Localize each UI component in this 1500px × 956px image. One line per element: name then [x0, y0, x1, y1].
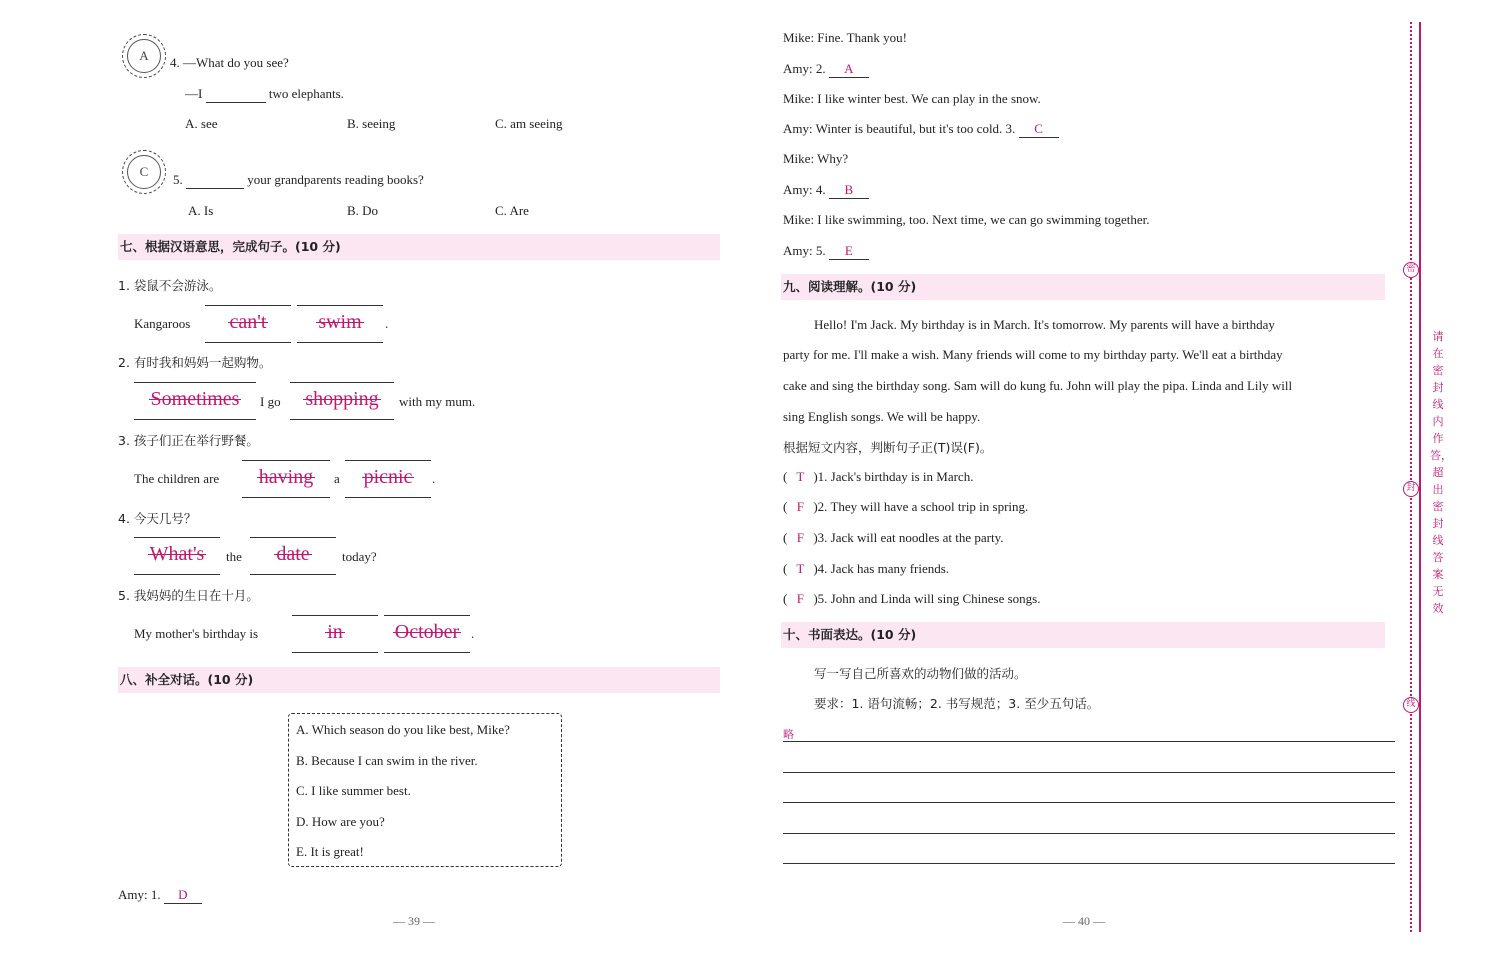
dialogue-line-8-answer: E	[829, 243, 869, 260]
q5-suffix: your grandparents reading books?	[247, 172, 424, 187]
amy-line-1-prefix: Amy: 1.	[118, 887, 161, 902]
answer-badge-q4	[122, 34, 166, 78]
writing-prompt: 写一写自己所喜欢的动物们做的活动。	[814, 666, 1027, 681]
dialogue-option-a: A. Which season do you like best, Mike?	[296, 722, 510, 737]
s7-item4-answer2	[250, 543, 336, 565]
amy-line-1-answer: D	[164, 887, 202, 904]
seal-dotted-line	[1410, 22, 1412, 932]
answer-text: October	[394, 621, 460, 643]
answer-text: Sometimes	[150, 388, 240, 410]
dialogue-line-5: Mike: Why?	[783, 151, 849, 166]
tf-text: )1. Jack's birthday is in March.	[813, 469, 974, 484]
q4-line2-suffix: two elephants.	[268, 86, 344, 101]
q5-number: 5.	[173, 172, 183, 187]
s7-item3-cn: 3. 孩子们正在举行野餐。	[118, 433, 259, 448]
tf-answer: F	[796, 591, 804, 606]
s7-item4-mid: the	[226, 549, 242, 564]
q5-blank	[186, 172, 244, 189]
s7-item5-answer2	[384, 621, 470, 643]
s7-item2-mid: I go	[260, 394, 281, 409]
s7-item4-cn: 4. 今天几号？	[118, 511, 197, 526]
answer-text: shopping	[305, 388, 379, 410]
dialogue-line-4	[783, 121, 1059, 138]
s7-item2-answer1	[134, 388, 256, 410]
page-number-left: — 39 —	[393, 914, 435, 928]
dialogue-line-8	[783, 243, 869, 260]
passage-line-2: party for me. I'll make a wish. Many friends will come to my birthday party. We'll eat a birthday	[783, 347, 1283, 362]
dialogue-option-b: B. Because I can swim in the river.	[296, 753, 478, 768]
passage-line-4: sing English songs. We will be happy.	[783, 409, 981, 424]
dialogue-line-3: Mike: I like winter best. We can play in the snow.	[783, 91, 1041, 106]
tf-item-2: ( F )2. They will have a school trip in spring.	[783, 499, 1029, 514]
writing-requirements: 要求：1. 语句流畅；2. 书写规范；3. 至少五句话。	[814, 696, 1100, 711]
q5-option-b: B. Do	[347, 203, 379, 218]
tf-text: )2. They will have a school trip in spring.	[813, 499, 1029, 514]
passage-line-1: Hello! I'm Jack. My birthday is in March. It's tomorrow. My parents will have a birthday	[814, 317, 1275, 332]
tf-answer: T	[796, 469, 805, 484]
dialogue-line-7: Mike: I like swimming, too. Next time, we can go swimming together.	[783, 212, 1150, 227]
dialogue-line-2	[783, 61, 869, 78]
dialogue-line-4-text: Amy: Winter is beautiful, but it's too cold. 3.	[783, 121, 1016, 136]
s7-item1-pre: Kangaroos	[134, 316, 191, 331]
dialogue-option-c: C. I like summer best.	[296, 783, 411, 798]
seal-mark-2: 封	[1403, 481, 1419, 497]
section-9-header: 九、阅读理解。(10 分)	[781, 274, 1385, 300]
dialogue-line-2-answer: A	[829, 61, 869, 78]
tf-answer: T	[796, 561, 805, 576]
s7-item2-post: with my mum.	[399, 394, 476, 409]
dialogue-line-6	[783, 182, 869, 199]
s7-item3-mid: a	[334, 471, 340, 486]
writing-answer-mark: 略	[783, 728, 794, 741]
badge-text: A	[139, 48, 149, 63]
dialogue-option-e: E. It is great!	[296, 844, 364, 859]
tf-answer: F	[796, 499, 804, 514]
tf-item-4: ( T )4. Jack has many friends.	[783, 561, 950, 576]
q4-blank	[206, 86, 266, 103]
answer-text: having	[258, 466, 314, 488]
s7-item2-cn: 2. 有时我和妈妈一起购物。	[118, 355, 272, 370]
writing-line	[783, 741, 1395, 742]
seal-mark-1: 密	[1403, 262, 1419, 278]
dialogue-option-d: D. How are you?	[296, 814, 385, 829]
answer-text: can't	[229, 311, 267, 333]
answer-text: date	[276, 543, 310, 565]
dialogue-line-6-text: Amy: 4.	[783, 182, 826, 197]
writing-line	[783, 833, 1395, 834]
q4-option-a: A. see	[185, 116, 218, 131]
s7-item4-answer1	[134, 543, 220, 565]
page-number-right: — 40 —	[1063, 914, 1105, 928]
tf-text: )4. Jack has many friends.	[813, 561, 950, 576]
writing-line	[783, 802, 1395, 803]
s7-item5-cn: 5. 我妈妈的生日在十月。	[118, 588, 259, 603]
answer-text: in	[327, 621, 343, 643]
q4-question: 4. —What do you see?	[170, 55, 289, 70]
seal-solid-line	[1419, 22, 1421, 932]
s7-item3-answer1	[242, 466, 330, 488]
tf-item-5: ( F )5. John and Linda will sing Chinese songs.	[783, 591, 1041, 606]
q5-option-c: C. Are	[495, 203, 529, 218]
seal-instruction-vertical: 请在密封线内作答，超出密封线答案无效	[1430, 330, 1452, 615]
s7-item5-pre: My mother's birthday is	[134, 626, 259, 641]
s7-item1-post: .	[385, 316, 389, 331]
s7-item1-answer1	[205, 311, 291, 333]
section-8-header: 八、补全对话。(10 分)	[118, 667, 720, 693]
dialogue-line-2-text: Amy: 2.	[783, 61, 826, 76]
tf-item-1: ( T )1. Jack's birthday is in March.	[783, 469, 974, 484]
q4-line2-prefix: —I	[185, 86, 203, 101]
dialogue-line-6-answer: B	[829, 182, 869, 199]
q4-line2	[185, 86, 344, 103]
s7-item5-answer1	[292, 621, 378, 643]
answer-text: picnic	[363, 466, 413, 488]
section-10-header: 十、书面表达。(10 分)	[781, 622, 1385, 648]
answer-text: swim	[318, 311, 362, 333]
s7-item3-pre: The children are	[134, 471, 220, 486]
q4-option-b: B. seeing	[347, 116, 396, 131]
answer-badge-q5	[122, 150, 166, 194]
tf-text: )3. Jack will eat noodles at the party.	[813, 530, 1004, 545]
writing-line	[783, 772, 1395, 773]
dialogue-line-1: Mike: Fine. Thank you!	[783, 30, 907, 45]
reading-instruction: 根据短文内容，判断句子正(T)误(F)。	[783, 440, 993, 455]
answer-text: What's	[149, 543, 205, 565]
s7-item3-post: .	[432, 471, 436, 486]
q5-option-a: A. Is	[188, 203, 214, 218]
s7-item5-post: .	[471, 626, 475, 641]
tf-answer: F	[796, 530, 804, 545]
s7-item3-answer2	[345, 466, 431, 488]
q5-question	[173, 172, 424, 189]
passage-line-3: cake and sing the birthday song. Sam will do kung fu. John will play the pipa. Linda and Lily will	[783, 378, 1293, 393]
q4-option-c: C. am seeing	[495, 116, 563, 131]
s7-item2-answer2	[290, 388, 394, 410]
tf-text: )5. John and Linda will sing Chinese songs.	[813, 591, 1041, 606]
seal-mark-3: 线	[1403, 697, 1419, 713]
s7-item1-cn: 1. 袋鼠不会游泳。	[118, 278, 222, 293]
dialogue-line-4-answer: C	[1019, 121, 1059, 138]
writing-line	[783, 863, 1395, 864]
tf-item-3: ( F )3. Jack will eat noodles at the party.	[783, 530, 1004, 545]
section-7-header: 七、根据汉语意思，完成句子。(10 分)	[118, 234, 720, 260]
dialogue-line-8-text: Amy: 5.	[783, 243, 826, 258]
amy-line-1	[118, 887, 202, 904]
s7-item1-answer2	[297, 311, 383, 333]
badge-text: C	[139, 164, 149, 179]
s7-item4-post: today?	[342, 549, 377, 564]
